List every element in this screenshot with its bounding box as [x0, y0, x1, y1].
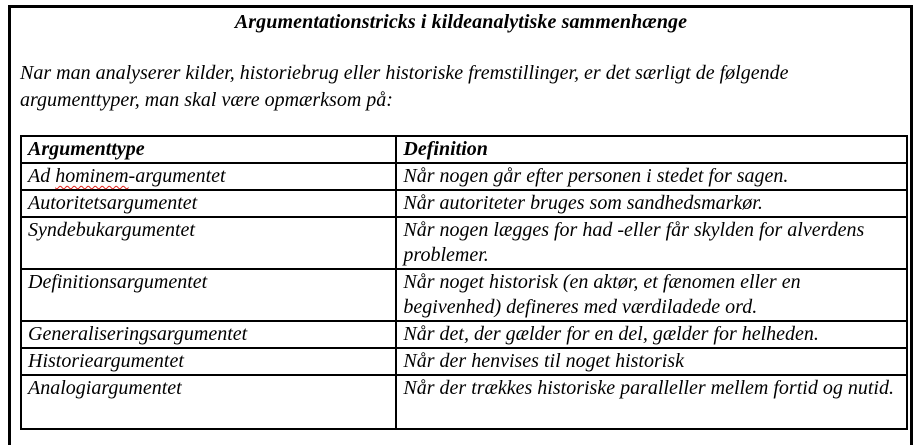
- table-row: [21, 190, 907, 217]
- table-row: [21, 163, 907, 190]
- definition-cell: Når der henvises til noget historisk: [396, 348, 907, 375]
- spellcheck-flagged-word[interactable]: hominem: [55, 165, 129, 187]
- argument-type-cell: Historieargumentet: [21, 348, 396, 375]
- argument-type-cell: Definitionsargumentet: [21, 269, 396, 321]
- definition-cell: Når der trækkes historiske paralleller mellem fortid og nutid.: [396, 375, 907, 429]
- definition-cell: Når det, der gælder for en del, gælder for helheden.: [396, 321, 907, 348]
- argument-type-prefix: Ad: [28, 165, 56, 187]
- table-row: [21, 321, 907, 348]
- column-header-definition: Definition: [396, 136, 907, 163]
- document-title: Argumentationstricks i kildeanalytiske sammenhænge: [234, 11, 688, 33]
- argument-type-suffix: -argumentet: [128, 165, 226, 187]
- table-row: [21, 348, 907, 375]
- column-header-argumenttype: Argumenttype: [21, 136, 396, 163]
- definition-cell: Når nogen lægges for had -eller får skylden for alverdens problemer.: [396, 217, 907, 269]
- table-header-row: [21, 136, 907, 163]
- argument-type-cell: Analogiargumentet: [21, 375, 396, 429]
- table-row: [21, 375, 907, 429]
- argument-type-cell: [21, 163, 396, 190]
- definition-cell: Når nogen går efter personen i stedet for sagen.: [396, 163, 907, 190]
- definition-cell: Når noget historisk (en aktør, et fænomen eller en begivenhed) defineres med værdiladede ord.: [396, 269, 907, 321]
- argument-type-cell: Syndebukargumentet: [21, 217, 396, 269]
- table-row: [21, 217, 907, 269]
- argument-type-cell: Autoritetsargumentet: [21, 190, 396, 217]
- argument-types-table: [20, 135, 908, 430]
- intro-paragraph: Nar man analyserer kilder, historiebrug eller historiske fremstillinger, er det særligt de følgende argumenttyper, man skal være opmærksom på:: [20, 62, 789, 111]
- argument-type-cell: Generaliseringsargumentet: [21, 321, 396, 348]
- table-row: [21, 269, 907, 321]
- definition-cell: Når autoriteter bruges som sandhedsmarkør.: [396, 190, 907, 217]
